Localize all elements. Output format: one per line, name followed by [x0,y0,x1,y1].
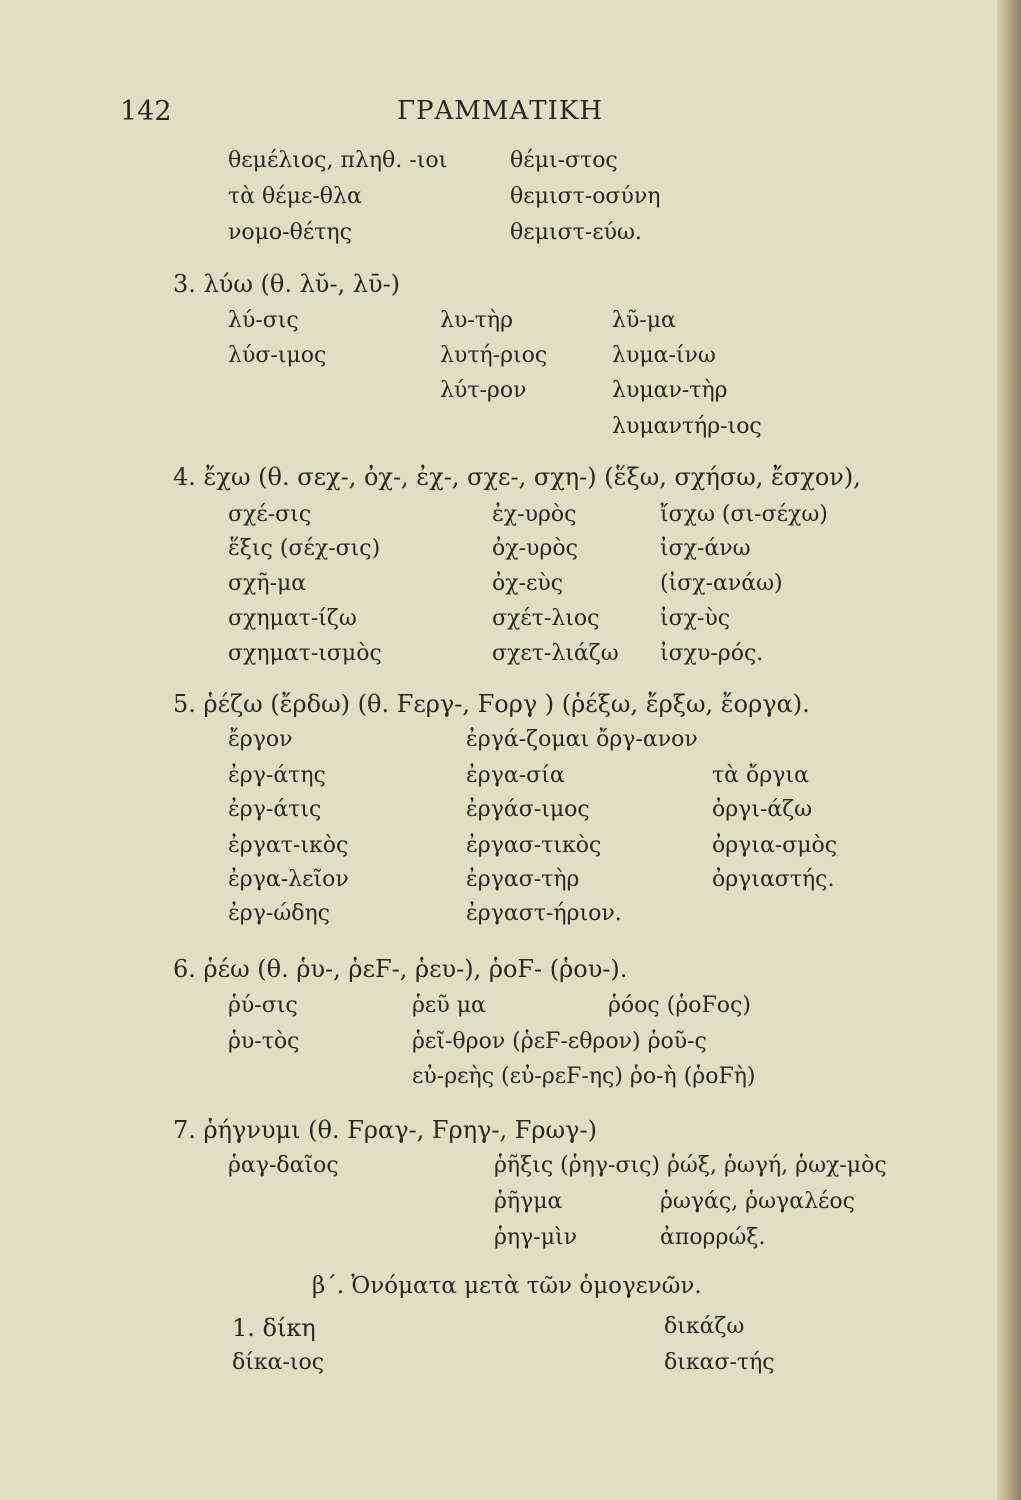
item-6-entry: ῥεῦ μα [412,993,486,1018]
item-4-title: 4. ἔχω (θ. σεχ-, ὀχ-, ἐχ-, σχε-, σχη-) (ἕξω, σχήσω, ἔσχον), [173,463,861,491]
intro-entry: θέμι-στος [510,148,618,173]
item-7-entry: ῥηγ-μὶν [494,1225,577,1250]
intro-entry: τὰ θέμε-θλα [228,184,362,209]
page-number: 142 [120,96,172,127]
item-5-entry: ἐργα-σία [466,763,565,788]
item-7-entry: ἀπορρώξ. [660,1225,766,1250]
item-5-entry: τὰ ὄργια [712,763,809,788]
item-5-entry: ἐργ-ώδης [228,901,331,926]
item-4-entry: (ἰσχ-ανάω) [660,571,783,596]
item-7-entry: ῥωγάς, ῥωγαλέος [660,1189,855,1214]
section-b-heading: β΄. Ὀνόματα μετὰ τῶν ὁμογενῶν. [312,1273,702,1299]
item-4-entry: σχέ-σις [228,502,312,527]
item-4-entry: ἐχ-υρὸς [492,502,577,527]
item-3-entry: λυ-τὴρ [440,308,514,333]
item-7-entry: ῥῆγμα [494,1189,563,1214]
item-5-entry: ἐργατ-ικὸς [228,833,349,858]
item-5-entry: ἔργον [228,727,293,752]
page-edge-shadow [997,0,1021,1500]
item-7-entry: ῥαγ-δαῖος [228,1153,339,1178]
item-6-entry: ῥύ-σις [228,993,298,1018]
intro-entry: θεμέλιος, πληθ. -ιοι [228,148,448,173]
intro-entry: θεμιστ-εύω. [510,220,642,245]
item-5-entry: ἐργ-άτης [228,763,326,788]
item-7-entry: ῥῆξις (ῥηγ-σις) ῥώξ, ῥωγή, ῥωχ-μὸς [494,1153,887,1178]
item-4-entry: σχῆ-μα [228,571,307,596]
item-3-title: 3. λύω (θ. λῠ-, λῡ-) [173,270,401,298]
item-5-entry: ἐργα-λεῖον [228,867,349,892]
item-6-entry: ῥεῖ-θρον (ῥεϜ-εθρον) ῥοῦ-ς [412,1029,707,1054]
item-4-entry: ἴσχω (σι-σέχω) [660,502,828,527]
item-4-entry: ὀχ-υρὸς [492,536,578,561]
section-b-entry: δικάζω [664,1314,745,1339]
page-header [120,96,880,132]
item-4-entry: ἕξις (σέχ-σις) [228,536,381,561]
item-4-entry: σχηματ-ίζω [228,606,357,631]
item-4-entry: ἰσχ-άνω [660,536,751,561]
item-6-title: 6. ῥέω (θ. ῥυ-, ῥεϜ-, ῥευ-), ῥοϜ- (ῥου-). [173,955,628,983]
running-title: ΓΡΑΜΜΑΤΙΚΗ [396,96,604,126]
section-b-entry: δίκα-ιος [232,1350,325,1375]
section-b-entry: δικασ-τής [664,1350,775,1375]
section-b-entry: 1. δίκη [232,1314,316,1342]
item-4-entry: ἰσχ-ὺς [660,606,731,631]
item-4-entry: σχετ-λιάζω [492,641,619,666]
item-5-entry: ὀργια-σμὸς [712,833,838,858]
item-3-entry: λυμαν-τὴρ [612,378,728,403]
item-5-entry: ἐργάσ-ιμος [466,797,590,822]
intro-entry: νομο-θέτης [228,220,352,245]
item-4-entry: σχέτ-λιος [492,606,600,631]
item-6-entry: εὐ-ρεὴς (εὐ-ρεϜ-ης) ῥο-ὴ (ῥοϜὴ) [412,1064,756,1089]
item-4-entry: σχηματ-ισμὸς [228,641,382,666]
item-6-entry: ῥόος (ῥοϜος) [608,993,751,1018]
item-5-title: 5. ῥέζω (ἔρδω) (θ. Ϝεργ-, Ϝοργ ) (ῥέξω, ἔρξω, ἔοργα). [173,690,810,718]
item-7-title: 7. ῥήγνυμι (θ. Ϝραγ-, Ϝρηγ-, Ϝρωγ-) [173,1116,597,1144]
item-5-entry: ἐργά-ζομαι ὄργ-ανον [466,727,698,752]
item-3-entry: λύτ-ρον [440,378,527,403]
item-3-entry: λυτή-ριος [440,343,548,368]
item-5-entry: ἐργ-άτις [228,797,322,822]
item-3-entry: λυμα-ίνω [612,343,716,368]
item-6-entry: ῥυ-τὸς [228,1029,300,1054]
item-4-entry: ἰσχυ-ρός. [660,641,764,666]
item-3-entry: λύσ-ιμος [228,343,327,368]
intro-entry: θεμιστ-οσύνη [510,184,661,209]
item-3-entry: λυμαντήρ-ιος [612,414,762,439]
item-5-entry: ἐργαστ-ήριον. [466,901,622,926]
item-5-entry: ὀργιαστής. [712,867,835,892]
item-5-entry: ἐργασ-τικὸς [466,833,602,858]
item-5-entry: ἐργασ-τὴρ [466,867,580,892]
item-5-entry: ὀργι-άζω [712,797,813,822]
item-3-entry: λύ-σις [228,308,299,333]
item-3-entry: λῦ-μα [612,308,676,333]
item-4-entry: ὀχ-εὺς [492,571,564,596]
